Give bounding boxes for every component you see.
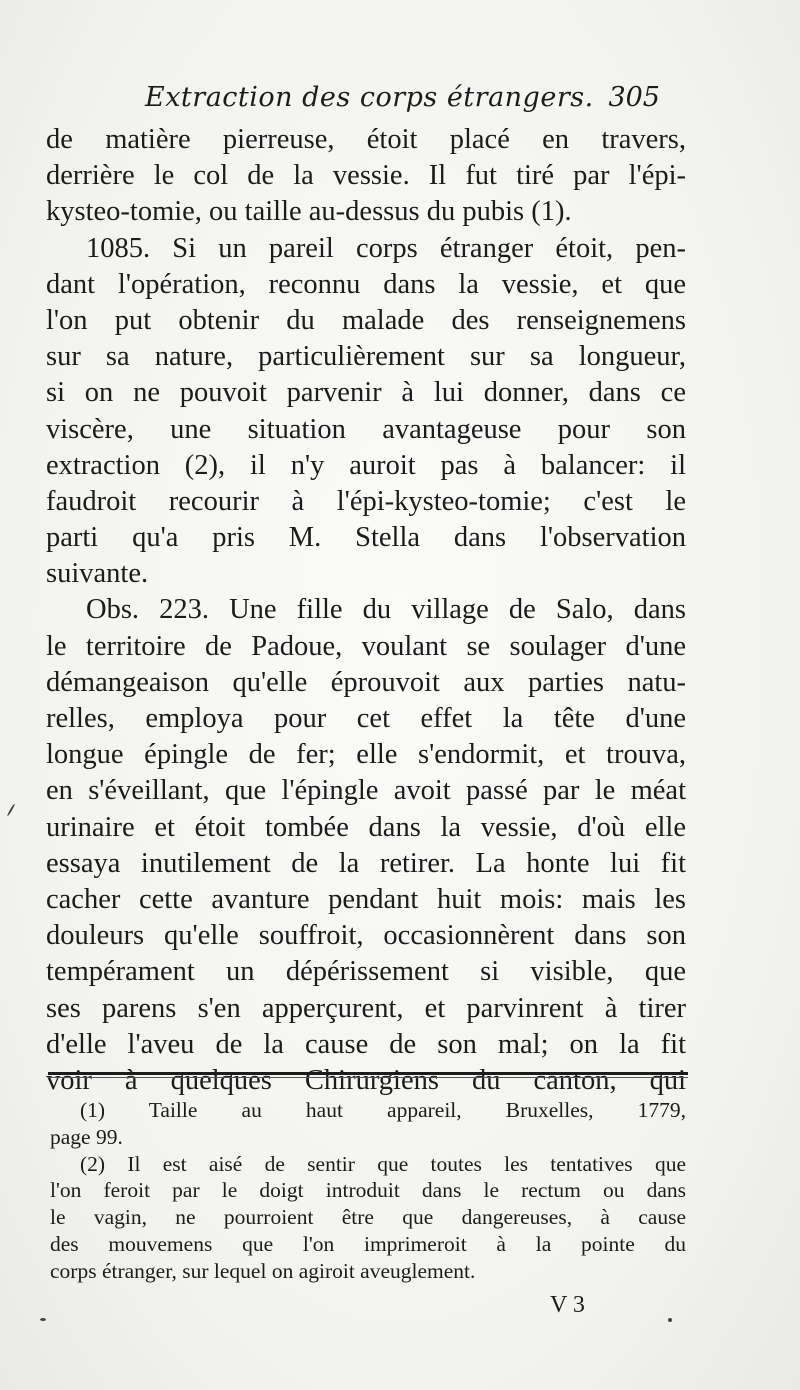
footnote-line: (1) Taille au haut appareil, Bruxelles, 1779, [80, 1098, 686, 1122]
text-line: voir à quelques Chirurgiens du canton, qui [46, 1064, 686, 1096]
text-line: démangeaison qu'elle éprouvoit aux parties natu- [46, 666, 686, 698]
text-line: viscère, une situation avantageuse pour son [46, 413, 686, 445]
text-line: 1085. Si un pareil corps étranger étoit, pen- [86, 232, 686, 264]
text-line: faudroit recourir à l'épi-kysteo-tomie; c'est le [46, 485, 686, 517]
text-line: d'elle l'aveu de la cause de son mal; on la fit [46, 1028, 686, 1060]
body-text [46, 122, 686, 1099]
page-header [140, 82, 660, 122]
text-line: kysteo-tomie, ou taille au-dessus du pubis (1). [46, 196, 572, 228]
text-line: derrière le col de la vessie. Il fut tiré par l'épi- [46, 160, 686, 192]
footnote-line: des mouvemens que l'on imprimeroit à la pointe du [50, 1231, 686, 1256]
text-line: longue épingle de fer; elle s'endormit, et trouva, [46, 739, 686, 771]
text-line: urinaire et étoit tombée dans la vessie, d'où elle [46, 811, 686, 843]
footnote-rule-thin [48, 1077, 688, 1078]
footnote-rule [48, 1072, 688, 1075]
text-line: extraction (2), il n'y auroit pas à balancer: il [46, 449, 686, 481]
text-line: essaya inutilement de la retirer. La honte lui fit [46, 847, 686, 879]
text-line: l'on put obtenir du malade des renseignemens [46, 304, 686, 336]
text-line: si on ne pouvoit parvenir à lui donner, dans ce [46, 377, 686, 409]
footnote-line: (2) Il est aisé de sentir que toutes les tentatives que [80, 1151, 686, 1176]
text-line: relles, employa pour cet effet la tête d'une [46, 703, 686, 734]
footnote-line: l'on feroit par le doigt introduit dans le rectum ou dans [50, 1178, 686, 1203]
text-line: le territoire de Padoue, voulant se soulager d'une [46, 630, 686, 662]
text-line: douleurs qu'elle souffroit, occasionnèrent dans son [46, 920, 686, 952]
paper-speck [7, 803, 16, 816]
text-line: sur sa nature, particulièrement sur sa longueur, [46, 341, 686, 373]
footnote-line: le vagin, ne pourroient être que dangereuses, à cause [50, 1205, 686, 1230]
text-line: ses parens s'en apperçurent, et parvinrent à tirer [46, 992, 686, 1024]
text-line: de matière pierreuse, étoit placé en travers, [46, 124, 686, 155]
footnotes [50, 1097, 686, 1285]
paper-speck [668, 1318, 672, 1322]
text-line: suivante. [46, 558, 149, 590]
running-title: Extraction des corps étrangers. [145, 82, 594, 113]
signature-mark: V 3 [550, 1292, 585, 1318]
text-line: parti qu'a pris M. Stella dans l'observation [46, 522, 686, 554]
page-number: 305 [608, 82, 660, 113]
text-line: en s'éveillant, que l'épingle avoit passé par le méat [46, 775, 686, 807]
footnote-line: page 99. [50, 1124, 123, 1149]
text-line: Obs. 223. Une fille du village de Salo, dans [86, 594, 686, 626]
footnote-line: corps étranger, sur lequel on agiroit aveuglement. [50, 1258, 476, 1283]
text-line: dant l'opération, reconnu dans la vessie, et que [46, 268, 686, 300]
text-line: tempérament un dépérissement si visible, que [46, 956, 686, 988]
paper-speck [40, 1318, 46, 1321]
text-line: cacher cette avanture pendant huit mois: mais les [46, 883, 686, 915]
